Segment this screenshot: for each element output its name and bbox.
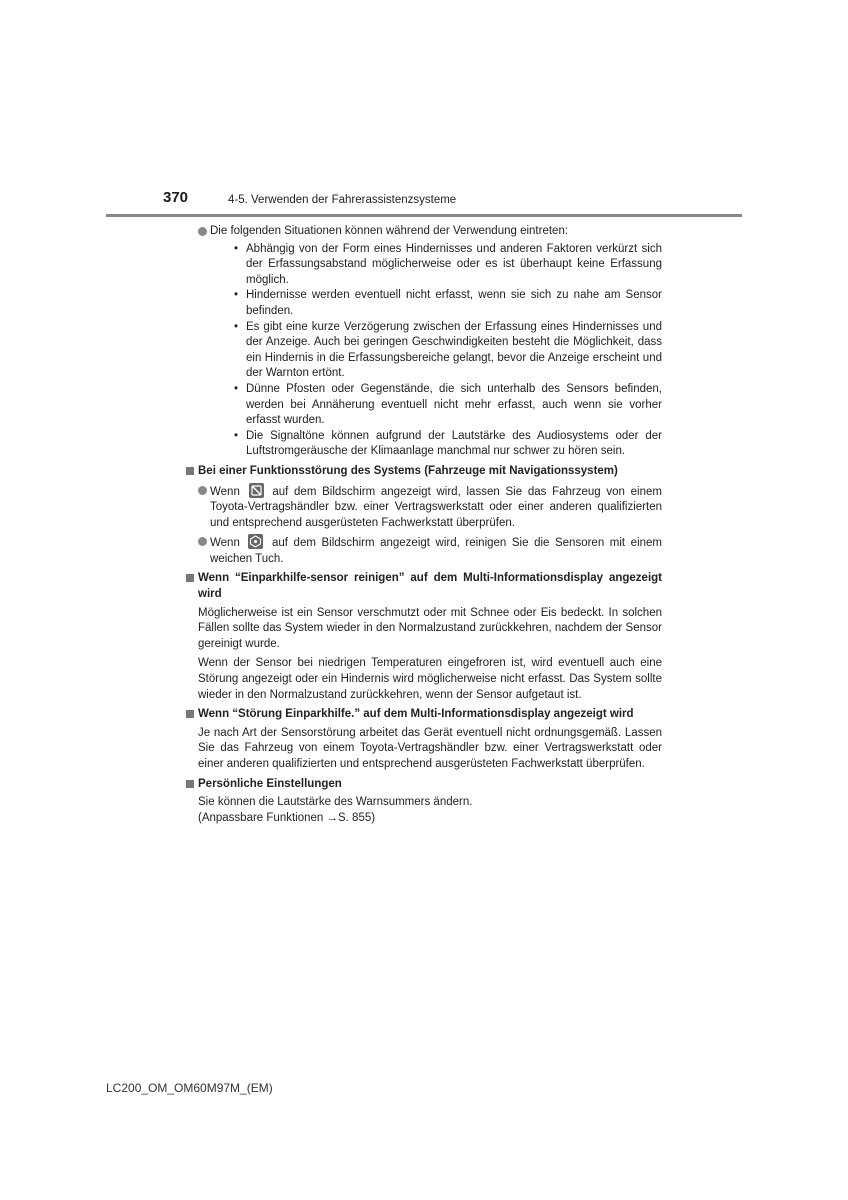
list-item: • Es gibt eine kurze Verzögerung zwischen der Erfassung eines Hindernisses und der Anzeige. Auch bei geringen Geschwindigkeiten besteht die Möglichkeit, dass ein Hindernis in die Erfassungsbereiche gelangt, bevor die Anzeige erscheint und der Warnton ertönt. xyxy=(234,320,662,380)
page-content xyxy=(186,224,662,826)
square-bullet-icon xyxy=(186,467,194,475)
list-item: • Hindernisse werden eventuell nicht erfasst, wenn sie sich zu nahe am Sensor befinden. xyxy=(234,289,662,317)
list-item: • Abhängig von der Form eines Hindernisses und anderen Faktoren verkürzt sich der Erfassungsabstand möglicherweise oder es ist überhaupt keine Erfassung möglich. xyxy=(234,242,662,286)
list-item: • Dünne Pfosten oder Gegenstände, die sich unterhalb des Sensors befinden, werden bei Annäherung eventuell nicht mehr erfasst, auch wenn sie vorher erfasst wurden. xyxy=(234,382,662,427)
fault-paragraph: Je nach Art der Sensorstörung arbeitet das Gerät eventuell nicht ordnungsgemäß. Lassen Sie das Fahrzeug von einem Toyota-Vertragshändler bzw. einer Vertragswerkstatt oder einer anderen qualifizierten und entsprechend ausgerüsteten Fachwerkstatt überprüfen. xyxy=(198,726,662,770)
square-bullet-icon xyxy=(186,780,194,788)
intro-bullet-list xyxy=(210,242,662,460)
intro-lead: Die folgenden Situationen können während der Verwendung eintreten: xyxy=(210,225,569,237)
circle-bullet-icon xyxy=(198,486,207,495)
circle-bullet-icon xyxy=(198,537,207,546)
fault-heading: Wenn “Störung Einparkhilfe.” auf dem Multi-Informationsdisplay angezeigt wird xyxy=(186,707,662,723)
malfunction-item-1: Wenn auf dem Bildschirm angezeigt wird, lassen Sie das Fahrzeug von einem Toyota-Vertragshändler bzw. einer Vertragswerkstatt oder einer anderen qualifizierten und entsprechend ausgerüsteten Fachwerkstatt überprüfen. xyxy=(186,483,662,532)
dirty-sensor-icon xyxy=(248,534,263,549)
personal-settings-line-2[interactable]: (Anpassbare Funktionen →S. 855) xyxy=(198,811,376,824)
malfunction-item-2: Wenn auf dem Bildschirm angezeigt wird, reinigen Sie die Sensoren mit einem weichen Tuch. xyxy=(186,534,662,567)
intro-block xyxy=(186,224,662,460)
footer-code: LC200_OM_OM60M97M_(EM) xyxy=(106,1081,273,1095)
header-divider xyxy=(106,214,742,217)
sensor-malfunction-icon xyxy=(249,483,264,498)
square-bullet-icon xyxy=(186,710,194,718)
list-item: • Die Signaltöne können aufgrund der Lautstärke des Audiosystems oder der Luftstromgeräusche der Klimaanlage manchmal nur schwer zu hören sein. xyxy=(234,429,662,458)
personal-settings-line-1: Sie können die Lautstärke des Warnsummers ändern. xyxy=(198,796,473,809)
personal-settings-heading: Persönliche Einstellungen xyxy=(186,777,662,793)
section-title: 4-5. Verwenden der Fahrerassistenzsysteme xyxy=(228,194,457,206)
clean-sensor-heading: Wenn “Einparkhilfe-sensor reinigen” auf dem Multi-Informationsdisplay angezeigt wird xyxy=(186,571,662,602)
square-bullet-icon xyxy=(186,574,194,582)
clean-sensor-paragraph-1: Möglicherweise ist ein Sensor verschmutzt oder mit Schnee oder Eis bedeckt. In solchen Fällen sollte das System wieder in den Normalzustand zurückkehren, nachdem der Sensor gereinigt wurde. xyxy=(198,606,662,650)
malfunction-heading: Bei einer Funktionsstörung des Systems (Fahrzeuge mit Navigationssystem) xyxy=(186,464,662,480)
circle-bullet-icon xyxy=(198,227,207,236)
page-number: 370 xyxy=(163,189,189,206)
clean-sensor-paragraph-2: Wenn der Sensor bei niedrigen Temperaturen eingefroren ist, wird eventuell auch eine Störung angezeigt oder ein Hindernis wird möglicherweise nicht erfasst. Das System sollte wieder in den Normalzustand zurückkehren, wenn der Sensor aufgetaut ist. xyxy=(198,657,662,701)
